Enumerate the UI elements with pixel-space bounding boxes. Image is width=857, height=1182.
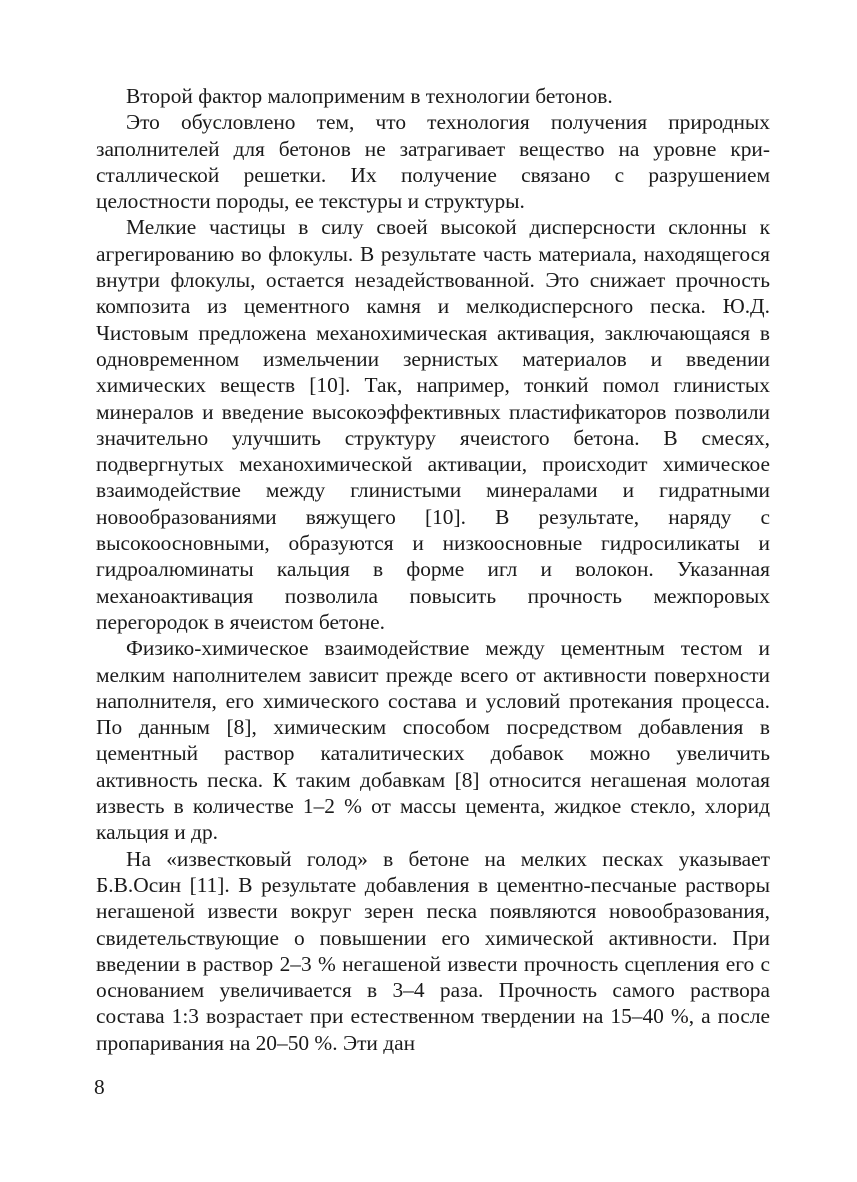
paragraph-4: Физико-химическое взаимодействие между цементным тестом и мелким наполнителем зависит прежде всего от активности поверхности наполнителя, его химического состава и условий протекания процесса. По данным [8], химическим способом посредством добавления в цементный раствор каталитических добавок можно увеличить активность песка. К таким добавкам [8] относится негашеная молотая известь в количестве 1–2 % от массы цемента, жидкое стекло, хлорид кальция и др.: [96, 636, 770, 845]
paragraph-3: Мелкие частицы в силу своей высокой дисперсности склонны к агрегированию во флокулы. В результате часть материала, находящегося внутри флокулы, остается незадействованной. Это снижает прочность композита из цементного камня и мелкодисперсного песка. Ю.Д. Чистовым предложена механохимическая активация, заключающаяся в одновременном измельчении зернистых материалов и введении химических веществ [10]. Так, например, тонкий помол глинистых минералов и введение высокоэффективных пластификаторов позволили значительно улучшить структуру ячеистого бетона. В смесях, подвергнутых механохимической активации, происходит химическое взаимодействие между глинистыми минералами и гидратными новообразованиями вяжущего [10]. В результате, наряду с высокоосновными, образуются и низкоосновные гидросиликаты и гидроалюминаты кальция в форме игл и волокон. Указанная механоактивация позволила повысить прочность межпоровых перегородок в ячеистом бетоне.: [96, 215, 770, 634]
page-number: 8: [94, 1075, 105, 1099]
paragraph-5: На «известковый голод» в бетоне на мелких песках указывает Б.В.Осин [11]. В результате добавления в цементно-песчаные растворы негашеной извести вокруг зерен песка появляются новообразования, свидетельствующие о повышении его химической активности. При введении в раствор 2–3 % негашеной извести прочность сцепления его с основанием увеличивается в 3–4 раза. Прочность самого раствора состава 1:3 возрастает при естественном твердении на 15–40 %, а после пропаривания на 20–50 %. Эти дан: [96, 846, 770, 1055]
paragraph-1: Второй фактор малоприменим в технологии бетонов.: [126, 84, 613, 108]
page-body: [96, 83, 770, 1056]
paragraph-2: Это обусловлено тем, что технология получения природных заполнителей для бетонов не затрагивает вещество на уровне кристаллической решетки. Их получение связано с разрушением целостности породы, ее текстуры и структуры.: [96, 110, 770, 214]
